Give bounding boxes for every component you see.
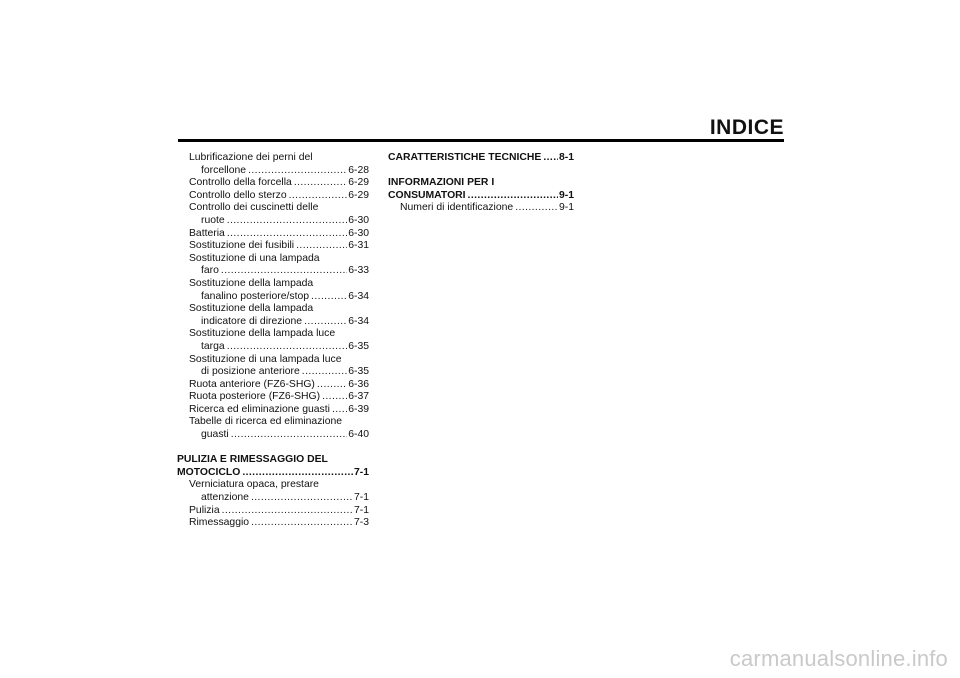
toc-entry-label: guasti [201, 429, 229, 441]
toc-entry[interactable] [177, 177, 369, 190]
toc-entry[interactable] [177, 265, 369, 278]
toc-entry-label: Ruota anteriore (FZ6-SHG) [189, 378, 315, 390]
toc-item-text: Lubrificazione dei perni del [189, 152, 313, 163]
toc-page-number: 6-29 [348, 189, 369, 201]
toc-page-number: 6-40 [348, 429, 369, 441]
toc-entry[interactable] [177, 366, 369, 379]
toc-entry[interactable] [177, 505, 369, 518]
toc-dot-leader [227, 228, 347, 241]
toc-entry-label: Controllo della forcella [189, 177, 292, 189]
toc-section-entry[interactable] [388, 152, 574, 165]
toc-entry-label: indicatore di direzione [201, 315, 303, 327]
toc-page-number: 6-28 [348, 164, 369, 176]
toc-section-entry[interactable] [177, 467, 369, 480]
toc-section-heading: INFORMAZIONI PER I [388, 177, 495, 189]
toc-item-text: Sostituzione della lampada [189, 277, 314, 289]
toc-entry-label: di posizione anteriore [201, 366, 300, 378]
toc-entry-label: Ruota posteriore (FZ6-SHG) [189, 391, 321, 403]
toc-dot-leader [317, 379, 347, 392]
toc-item-text: Controllo dei cuscinetti delle [189, 202, 319, 214]
toc-entry-label: MOTOCICLO [177, 466, 241, 478]
toc-entry-label: Pulizia [189, 504, 220, 516]
toc-item-text: Sostituzione della lampada [189, 303, 314, 315]
header-rule [178, 139, 784, 142]
toc-entry[interactable] [388, 202, 574, 215]
toc-entry-label: Ricerca ed eliminazione guasti [189, 403, 330, 415]
toc-page-number: 6-35 [348, 340, 369, 352]
toc-entry[interactable] [177, 165, 369, 178]
toc-dot-leader [248, 165, 347, 178]
toc-item-text: Verniciatura opaca, prestare [189, 479, 319, 491]
toc-entry-label: CARATTERISTICHE TECNICHE [388, 152, 542, 163]
toc-entry-label: fanalino posteriore/stop [201, 290, 310, 302]
toc-dot-leader [231, 429, 347, 442]
toc-entry-label: attenzione [201, 492, 249, 504]
toc-entry-label: Rimessaggio [189, 517, 250, 529]
toc-page-number: 8-1 [558, 152, 574, 163]
toc-page-number: 6-33 [348, 265, 369, 277]
toc-page-number: 6-29 [348, 177, 369, 189]
toc-entry-label: Batteria [189, 227, 225, 239]
toc-dot-leader [289, 190, 348, 203]
toc-entry[interactable] [177, 240, 369, 253]
toc-page-number: 6-37 [348, 391, 369, 403]
toc-page-number: 6-34 [348, 315, 369, 327]
toc-entry[interactable] [177, 228, 369, 241]
toc-page-number: 7-1 [353, 466, 369, 478]
watermark-link[interactable]: carmanualsonline.info [729, 646, 948, 671]
toc-dot-leader [294, 177, 347, 190]
toc-page-number: 7-3 [353, 517, 369, 529]
toc-entry[interactable] [177, 391, 369, 404]
toc-item-text: Tabelle di ricerca ed eliminazione [189, 416, 343, 428]
toc-entry[interactable] [177, 190, 369, 203]
toc-dot-leader [311, 291, 347, 304]
toc-page-number: 6-30 [348, 227, 369, 239]
toc-dot-leader [221, 265, 347, 278]
toc-page-number: 9-1 [558, 189, 574, 201]
toc-entry[interactable] [177, 404, 369, 417]
toc-section-heading: PULIZIA E RIMESSAGGIO DEL [177, 454, 328, 466]
toc-entry-label: targa [201, 340, 225, 352]
toc-dot-leader [227, 215, 348, 228]
toc-entry[interactable] [177, 291, 369, 304]
toc-left-column [177, 152, 369, 530]
toc-dot-leader [296, 240, 347, 253]
toc-dot-leader [332, 404, 347, 417]
page-header-title: INDICE [709, 116, 784, 139]
toc-dot-leader [251, 517, 353, 530]
toc-dot-leader [302, 366, 347, 379]
toc-entry[interactable] [177, 492, 369, 505]
toc-entry-label: faro [201, 265, 219, 277]
toc-dot-leader [468, 190, 558, 203]
toc-entry-label: ruote [201, 214, 225, 226]
toc-page-number: 9-1 [558, 202, 574, 214]
toc-page-number: 6-34 [348, 290, 369, 302]
toc-entry-label: Controllo dello sterzo [189, 189, 287, 201]
toc-right-column [388, 152, 574, 215]
toc-dot-leader [515, 202, 558, 215]
toc-entry[interactable] [177, 316, 369, 329]
toc-page-number: 7-1 [353, 504, 369, 516]
toc-dot-leader [322, 391, 347, 404]
toc-entry[interactable] [177, 215, 369, 228]
toc-item-text: Sostituzione della lampada luce [189, 328, 336, 340]
toc-dot-leader [227, 341, 348, 354]
toc-entry-label: forcellone [201, 164, 247, 176]
toc-entry[interactable] [177, 429, 369, 442]
toc-entry[interactable] [177, 517, 369, 530]
toc-page-number: 6-31 [348, 240, 369, 252]
toc-section-entry[interactable] [388, 190, 574, 203]
toc-page-number: 6-36 [348, 378, 369, 390]
toc-dot-leader [543, 152, 558, 165]
toc-page-number: 7-1 [353, 492, 369, 504]
toc-entry-label: Sostituzione dei fusibili [189, 240, 295, 252]
toc-page-number: 6-30 [348, 214, 369, 226]
toc-spacer [177, 442, 369, 455]
toc-dot-leader [242, 467, 353, 480]
toc-entry[interactable] [177, 379, 369, 392]
toc-entry-label: Numeri di identificazione [400, 202, 514, 214]
toc-entry[interactable] [177, 341, 369, 354]
toc-item-text: Sostituzione di una lampada [189, 252, 320, 264]
toc-entry-label: CONSUMATORI [388, 189, 466, 201]
toc-dot-leader [222, 505, 353, 518]
toc-page-number: 6-35 [348, 366, 369, 378]
toc-page-number: 6-39 [348, 403, 369, 415]
toc-dot-leader [251, 492, 353, 505]
toc-spacer [388, 165, 574, 178]
toc-dot-leader [304, 316, 347, 329]
toc-item-text: Sostituzione di una lampada luce [189, 353, 342, 365]
